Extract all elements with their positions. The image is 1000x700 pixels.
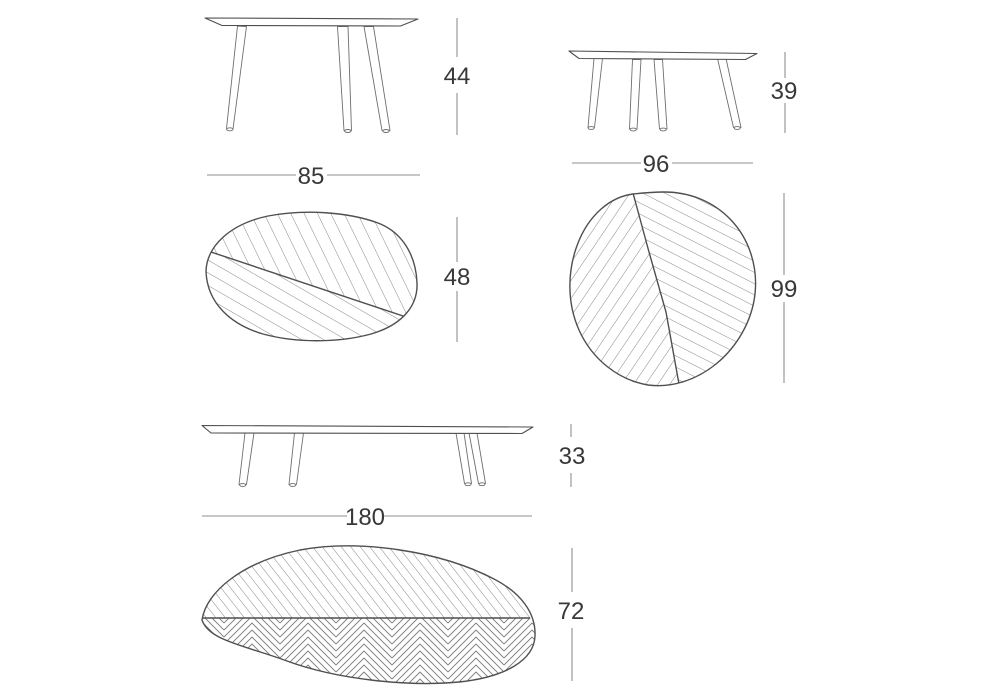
table-leg — [654, 60, 667, 130]
dimension-label: 39 — [770, 78, 798, 105]
table-leg — [227, 26, 247, 129]
dimension-width-96 — [572, 151, 753, 178]
dimension-height-33 — [559, 424, 586, 487]
table-leg — [239, 433, 254, 485]
dimension-width-180 — [202, 504, 532, 531]
medium-leaf-top-view — [552, 185, 800, 395]
table-leg — [456, 433, 472, 484]
dimension-height-39 — [771, 52, 798, 133]
table-foot — [345, 130, 351, 133]
dimension-label: 99 — [770, 276, 798, 303]
long-leaf-top-view — [195, 538, 545, 690]
dimension-label: 33 — [558, 443, 586, 470]
dimension-height-99 — [771, 193, 798, 383]
dimension-label: 96 — [642, 151, 670, 178]
table-foot — [630, 128, 636, 131]
table-foot — [465, 483, 471, 486]
small-leaf-top-view — [195, 200, 440, 365]
table-foot — [660, 128, 666, 131]
dimension-height-48 — [444, 217, 471, 342]
dimension-label: 44 — [443, 63, 471, 90]
table-top — [205, 18, 418, 26]
small-table-side-view — [205, 18, 418, 133]
table-foot — [383, 130, 389, 133]
table-leg — [718, 59, 742, 128]
table-foot — [240, 484, 246, 487]
dimension-width-85 — [207, 163, 420, 190]
table-foot — [290, 484, 296, 487]
dimension-label: 180 — [344, 504, 386, 531]
dimension-label: 72 — [557, 598, 585, 625]
table-foot — [227, 128, 233, 131]
table-foot — [734, 127, 740, 130]
dimension-height-72 — [558, 548, 585, 681]
table-top — [202, 426, 533, 434]
table-leg — [469, 433, 486, 484]
dimension-label: 48 — [443, 264, 471, 291]
table-leg — [588, 59, 603, 128]
dimension-label: 85 — [297, 163, 325, 190]
table-leg — [630, 60, 642, 130]
table-foot — [588, 127, 594, 130]
medium-table-side-view — [569, 51, 757, 131]
long-table-side-view — [202, 426, 533, 487]
table-leg — [289, 433, 304, 485]
table-foot — [479, 483, 485, 486]
dimension-height-44 — [444, 18, 471, 135]
table-top — [569, 51, 757, 60]
table-leg — [338, 27, 352, 131]
table-leg — [364, 27, 390, 131]
